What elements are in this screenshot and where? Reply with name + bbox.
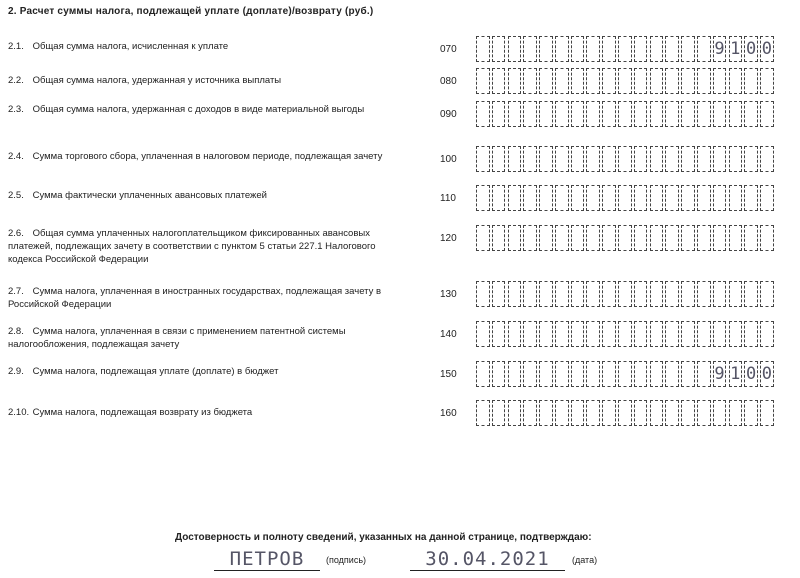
row-label [8, 40, 393, 53]
amount-cell[interactable] [586, 321, 600, 347]
amount-cell[interactable] [602, 400, 616, 426]
row-code: 160 [440, 408, 457, 419]
amount-cell[interactable] [602, 146, 616, 172]
amount-cell[interactable] [539, 400, 553, 426]
amount-cell[interactable] [760, 400, 774, 426]
amount-cell[interactable] [697, 361, 711, 387]
amount-cell[interactable] [571, 400, 585, 426]
amount-cell[interactable] [508, 146, 522, 172]
row-number: 2.3. [8, 104, 24, 115]
amount-cells[interactable] [476, 400, 776, 428]
row-code: 120 [440, 233, 457, 244]
amount-cell[interactable] [634, 185, 648, 211]
amount-cell[interactable] [586, 361, 600, 387]
amount-cell[interactable] [539, 185, 553, 211]
amount-cell[interactable] [555, 146, 569, 172]
amount-cell[interactable] [729, 225, 743, 251]
amount-cells[interactable] [476, 36, 776, 64]
amount-cell[interactable] [539, 146, 553, 172]
amount-cell[interactable] [760, 225, 774, 251]
row-label [8, 325, 393, 351]
amount-cell[interactable] [744, 146, 758, 172]
amount-cell[interactable] [681, 225, 695, 251]
amount-cell[interactable] [555, 101, 569, 127]
amount-cell[interactable] [681, 36, 695, 62]
row-text: Общая сумма уплаченных налогоплательщиком фиксированных авансовых платежей, подлежащих зачету в соответствии с пунктом 5 статьи 227.1 Налогового кодекса Российской Федерации [8, 228, 376, 265]
amount-cell[interactable] [618, 321, 632, 347]
amount-cell[interactable] [760, 321, 774, 347]
amount-cell[interactable] [744, 281, 758, 307]
amount-cell[interactable] [729, 321, 743, 347]
amount-cell[interactable] [586, 225, 600, 251]
amount-cell[interactable] [508, 361, 522, 387]
amount-cell[interactable] [713, 225, 727, 251]
row-number: 2.10. [8, 407, 30, 418]
amount-cell[interactable] [729, 68, 743, 94]
amount-cell[interactable] [602, 101, 616, 127]
amount-cell[interactable] [571, 225, 585, 251]
amount-cell[interactable]: 0 [744, 36, 758, 62]
amount-cell[interactable] [586, 185, 600, 211]
amount-cell[interactable] [571, 321, 585, 347]
amount-cell[interactable] [744, 101, 758, 127]
amount-cell[interactable] [729, 185, 743, 211]
row-number: 2.9. [8, 366, 24, 377]
amount-cell[interactable] [697, 185, 711, 211]
row-text: Сумма налога, подлежащая возврату из бюджета [32, 407, 253, 418]
amount-cell[interactable] [634, 225, 648, 251]
amount-cell[interactable] [523, 400, 537, 426]
amount-cell[interactable] [476, 36, 490, 62]
amount-cell[interactable] [634, 36, 648, 62]
amount-cell[interactable] [618, 146, 632, 172]
amount-cell[interactable] [523, 361, 537, 387]
amount-cell[interactable] [586, 146, 600, 172]
row-code: 090 [440, 109, 457, 120]
amount-cell[interactable] [618, 185, 632, 211]
amount-cell[interactable] [602, 36, 616, 62]
amount-cell[interactable] [492, 281, 506, 307]
amount-cells[interactable] [476, 146, 776, 174]
amount-cell[interactable] [539, 101, 553, 127]
amount-cell[interactable] [586, 68, 600, 94]
amount-cell[interactable]: 9 [713, 361, 727, 387]
amount-cell[interactable] [697, 36, 711, 62]
amount-cell[interactable] [665, 225, 679, 251]
amount-cell[interactable] [697, 146, 711, 172]
amount-cell[interactable] [555, 36, 569, 62]
amount-cell[interactable]: 0 [760, 36, 774, 62]
row-number: 2.4. [8, 151, 24, 162]
amount-cell[interactable] [713, 400, 727, 426]
amount-cell[interactable] [476, 321, 490, 347]
amount-cell[interactable] [571, 185, 585, 211]
amount-cell[interactable] [729, 281, 743, 307]
amount-cell[interactable] [650, 68, 664, 94]
amount-cell[interactable] [476, 68, 490, 94]
amount-cell[interactable] [697, 400, 711, 426]
amount-cell[interactable] [586, 36, 600, 62]
amount-cells[interactable] [476, 101, 776, 129]
confirmation-text: Достоверность и полноту сведений, указанных на данной странице, подтверждаю: [175, 532, 592, 543]
amount-cell[interactable] [681, 281, 695, 307]
amount-cell[interactable] [634, 101, 648, 127]
amount-cell[interactable] [744, 321, 758, 347]
date-field[interactable]: 30.04.2021 [410, 548, 565, 571]
amount-cell[interactable] [492, 185, 506, 211]
row-label [8, 74, 393, 87]
amount-cell[interactable] [634, 400, 648, 426]
amount-cell[interactable] [760, 68, 774, 94]
amount-cell[interactable] [523, 101, 537, 127]
amount-cell[interactable] [760, 101, 774, 127]
row-code: 080 [440, 76, 457, 87]
amount-cell[interactable] [571, 146, 585, 172]
amount-cell[interactable] [744, 185, 758, 211]
amount-cell[interactable] [650, 185, 664, 211]
amount-cell[interactable] [650, 361, 664, 387]
amount-cell[interactable] [492, 36, 506, 62]
amount-cell[interactable] [729, 146, 743, 172]
amount-cell[interactable] [555, 400, 569, 426]
amount-cell[interactable] [665, 146, 679, 172]
amount-cell[interactable] [744, 400, 758, 426]
amount-cell[interactable] [697, 101, 711, 127]
amount-cell[interactable] [618, 68, 632, 94]
amount-cells[interactable] [476, 321, 776, 349]
row-number: 2.2. [8, 75, 24, 86]
amount-cell[interactable] [618, 281, 632, 307]
row-text: Общая сумма налога, исчисленная к уплате [32, 41, 229, 52]
amount-cell[interactable] [665, 361, 679, 387]
amount-cell[interactable] [492, 321, 506, 347]
amount-cell[interactable] [602, 321, 616, 347]
amount-cell[interactable] [571, 68, 585, 94]
amount-cell[interactable] [508, 225, 522, 251]
amount-cell[interactable] [650, 101, 664, 127]
amount-cell[interactable] [571, 361, 585, 387]
amount-cell[interactable] [492, 400, 506, 426]
amount-cell[interactable]: 0 [744, 361, 758, 387]
amount-cells[interactable] [476, 361, 776, 389]
amount-cell[interactable] [555, 321, 569, 347]
amount-cell[interactable] [476, 185, 490, 211]
amount-cell[interactable] [571, 36, 585, 62]
amount-cell[interactable] [760, 281, 774, 307]
amount-cell[interactable] [618, 225, 632, 251]
amount-cell[interactable] [650, 36, 664, 62]
amount-cell[interactable] [744, 68, 758, 94]
amount-cell[interactable] [508, 101, 522, 127]
amount-cell[interactable] [713, 321, 727, 347]
amount-cells[interactable] [476, 68, 776, 96]
amount-cell[interactable] [650, 400, 664, 426]
amount-cell[interactable] [476, 361, 490, 387]
amount-cell[interactable] [571, 281, 585, 307]
amount-cell[interactable] [523, 146, 537, 172]
amount-cell[interactable] [760, 146, 774, 172]
amount-cell[interactable]: 9 [713, 36, 727, 62]
amount-cell[interactable] [476, 400, 490, 426]
amount-cell[interactable] [697, 321, 711, 347]
row-text: Сумма фактически уплаченных авансовых платежей [32, 190, 267, 201]
amount-cell[interactable] [665, 281, 679, 307]
row-code: 100 [440, 154, 457, 165]
date-caption: (дата) [572, 555, 598, 565]
amount-cell[interactable] [744, 225, 758, 251]
amount-cell[interactable] [523, 185, 537, 211]
amount-cells[interactable] [476, 281, 776, 309]
amount-cell[interactable] [523, 36, 537, 62]
amount-cell[interactable] [665, 321, 679, 347]
amount-cell[interactable] [476, 281, 490, 307]
amount-cell[interactable] [523, 321, 537, 347]
amount-cell[interactable] [602, 185, 616, 211]
row-label [8, 103, 393, 116]
amount-cell[interactable] [713, 281, 727, 307]
amount-cell[interactable] [508, 185, 522, 211]
amount-cell[interactable] [523, 225, 537, 251]
amount-cell[interactable] [586, 400, 600, 426]
amount-cell[interactable]: 1 [729, 361, 743, 387]
amount-cell[interactable]: 0 [760, 361, 774, 387]
row-text: Общая сумма налога, удержанная у источника выплаты [32, 75, 282, 86]
amount-cell[interactable] [602, 68, 616, 94]
row-text: Сумма налога, уплаченная в связи с применением патентной системы налогообложения, подлежащая зачету [8, 326, 346, 350]
amount-cell[interactable] [650, 281, 664, 307]
amount-cell[interactable] [729, 400, 743, 426]
amount-cell[interactable] [665, 68, 679, 94]
amount-cell[interactable] [586, 101, 600, 127]
amount-cell[interactable] [729, 101, 743, 127]
amount-cell[interactable] [681, 185, 695, 211]
amount-cell[interactable] [681, 68, 695, 94]
amount-cell[interactable] [523, 68, 537, 94]
amount-cell[interactable] [650, 321, 664, 347]
row-number: 2.5. [8, 190, 24, 201]
row-code: 070 [440, 44, 457, 55]
amount-cell[interactable] [697, 281, 711, 307]
amount-cell[interactable] [665, 185, 679, 211]
amount-cell[interactable] [681, 400, 695, 426]
amount-cell[interactable] [713, 101, 727, 127]
amount-cell[interactable]: 1 [729, 36, 743, 62]
amount-cell[interactable] [602, 361, 616, 387]
amount-cell[interactable] [602, 281, 616, 307]
row-label [8, 150, 393, 163]
amount-cell[interactable] [760, 185, 774, 211]
amount-cell[interactable] [492, 361, 506, 387]
amount-cell[interactable] [476, 225, 490, 251]
amount-cell[interactable] [618, 400, 632, 426]
amount-cell[interactable] [571, 101, 585, 127]
amount-cell[interactable] [634, 321, 648, 347]
row-number: 2.7. [8, 286, 24, 297]
amount-cell[interactable] [492, 146, 506, 172]
amount-cells[interactable] [476, 225, 776, 253]
amount-cell[interactable] [665, 36, 679, 62]
row-number: 2.8. [8, 326, 24, 337]
row-label [8, 189, 393, 202]
amount-cell[interactable] [555, 225, 569, 251]
amount-cell[interactable] [618, 361, 632, 387]
amount-cell[interactable] [713, 68, 727, 94]
amount-cell[interactable] [539, 361, 553, 387]
amount-cell[interactable] [697, 225, 711, 251]
row-text: Сумма налога, уплаченная в иностранных государствах, подлежащая зачету в Российской Федерации [8, 286, 382, 310]
amount-cell[interactable] [602, 225, 616, 251]
amount-cell[interactable] [650, 146, 664, 172]
signature-field[interactable]: ПЕТРОВ [214, 548, 320, 571]
amount-cell[interactable] [681, 361, 695, 387]
amount-cell[interactable] [539, 68, 553, 94]
row-code: 110 [440, 193, 456, 204]
section-heading: 2. Расчет суммы налога, подлежащей уплате (доплате)/возврату (руб.) [8, 6, 374, 17]
row-code: 130 [440, 289, 457, 300]
amount-cell[interactable] [713, 146, 727, 172]
amount-cell[interactable] [555, 185, 569, 211]
amount-cell[interactable] [634, 68, 648, 94]
amount-cell[interactable] [634, 146, 648, 172]
amount-cell[interactable] [492, 68, 506, 94]
amount-cell[interactable] [539, 281, 553, 307]
amount-cell[interactable] [618, 36, 632, 62]
amount-cell[interactable] [697, 68, 711, 94]
row-label [8, 285, 393, 311]
amount-cell[interactable] [634, 361, 648, 387]
amount-cell[interactable] [665, 400, 679, 426]
amount-cell[interactable] [508, 36, 522, 62]
row-label [8, 365, 393, 378]
amount-cell[interactable] [650, 225, 664, 251]
amount-cell[interactable] [539, 36, 553, 62]
amount-cell[interactable] [492, 101, 506, 127]
amount-cell[interactable] [681, 146, 695, 172]
amount-cell[interactable] [523, 281, 537, 307]
amount-cells[interactable] [476, 185, 776, 213]
amount-cell[interactable] [555, 68, 569, 94]
amount-cell[interactable] [476, 101, 490, 127]
amount-cell[interactable] [508, 281, 522, 307]
amount-cell[interactable] [539, 321, 553, 347]
amount-cell[interactable] [508, 68, 522, 94]
row-code: 150 [440, 369, 457, 380]
signature-caption: (подпись) [326, 555, 367, 565]
row-code: 140 [440, 329, 457, 340]
amount-cell[interactable] [555, 281, 569, 307]
row-number: 2.1. [8, 41, 24, 52]
amount-cell[interactable] [555, 361, 569, 387]
amount-cell[interactable] [586, 281, 600, 307]
amount-cell[interactable] [618, 101, 632, 127]
amount-cell[interactable] [634, 281, 648, 307]
row-text: Сумма торгового сбора, уплаченная в налоговом периоде, подлежащая зачету [32, 151, 383, 162]
row-number: 2.6. [8, 228, 24, 239]
row-label [8, 406, 393, 419]
amount-cell[interactable] [681, 101, 695, 127]
amount-cell[interactable] [681, 321, 695, 347]
row-text: Сумма налога, подлежащая уплате (доплате) в бюджет [32, 366, 279, 377]
amount-cell[interactable] [476, 146, 490, 172]
amount-cell[interactable] [713, 185, 727, 211]
row-text: Общая сумма налога, удержанная с доходов в виде материальной выгоды [32, 104, 365, 115]
amount-cell[interactable] [539, 225, 553, 251]
amount-cell[interactable] [665, 101, 679, 127]
amount-cell[interactable] [492, 225, 506, 251]
amount-cell[interactable] [508, 400, 522, 426]
row-label [8, 227, 393, 266]
amount-cell[interactable] [508, 321, 522, 347]
